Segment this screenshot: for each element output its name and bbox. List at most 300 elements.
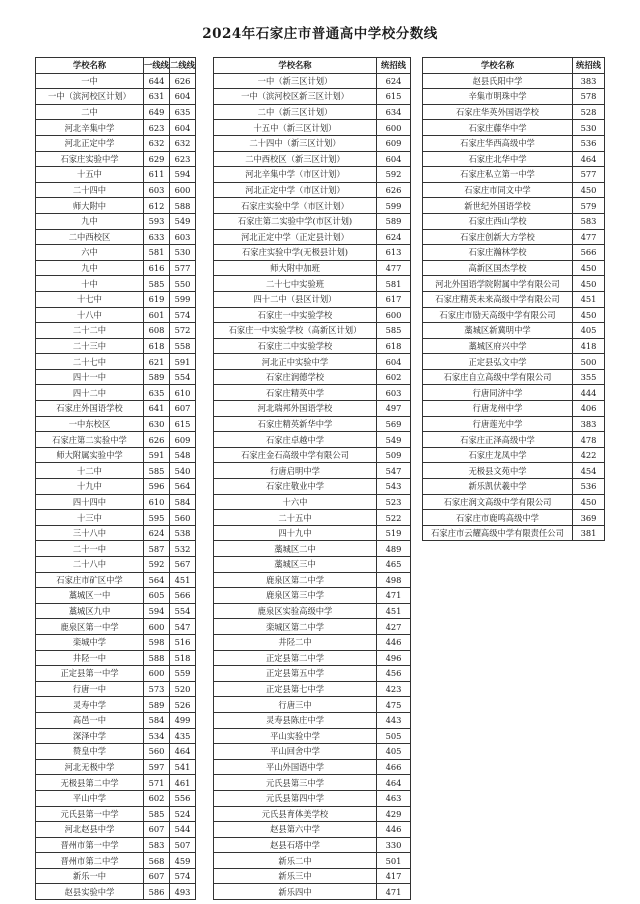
table-row — [423, 323, 605, 339]
table-row — [214, 884, 411, 900]
score-cell: 602 — [377, 369, 411, 385]
table-header-row — [423, 58, 605, 74]
school-name-cell: 二中（新三区计划） — [214, 104, 377, 120]
table-row — [214, 354, 411, 370]
school-name-cell: 河北瑞邦外国语学校 — [214, 401, 377, 417]
score-cell: 536 — [573, 479, 605, 495]
score-cell: 591 — [144, 447, 170, 463]
school-name-cell: 十五中（新三区计划） — [214, 120, 377, 136]
table-row — [36, 868, 196, 884]
table-row — [214, 697, 411, 713]
score-cell: 600 — [144, 666, 170, 682]
table-row — [214, 120, 411, 136]
table-row — [214, 806, 411, 822]
score-cell: 489 — [377, 541, 411, 557]
score-cell: 534 — [144, 728, 170, 744]
score-cell: 454 — [573, 463, 605, 479]
school-name-cell: 河北辛集中学 — [36, 120, 144, 136]
table-row — [423, 135, 605, 151]
score-cell: 635 — [144, 385, 170, 401]
school-name-cell: 平山中学 — [36, 790, 144, 806]
school-name-cell: 四十一中 — [36, 369, 144, 385]
score-cell: 626 — [144, 432, 170, 448]
table-row — [214, 728, 411, 744]
score-cell: 593 — [144, 213, 170, 229]
school-name-cell: 平山外国语中学 — [214, 759, 377, 775]
score-cell: 532 — [170, 541, 196, 557]
school-name-cell: 师大附中加班 — [214, 260, 377, 276]
score-cell: 587 — [144, 541, 170, 557]
school-name-cell: 行唐一中 — [36, 681, 144, 697]
score-cell: 626 — [170, 73, 196, 89]
school-name-cell: 河北正定中学 — [36, 135, 144, 151]
score-cell: 589 — [144, 697, 170, 713]
table-row — [423, 276, 605, 292]
school-name-cell: 十七中 — [36, 291, 144, 307]
table-row — [214, 385, 411, 401]
score-cell: 623 — [144, 120, 170, 136]
score-cell: 446 — [377, 822, 411, 838]
score-cell: 624 — [377, 229, 411, 245]
school-name-cell: 深泽中学 — [36, 728, 144, 744]
school-name-cell: 十六中 — [214, 494, 377, 510]
score-cell: 641 — [144, 401, 170, 417]
table-row — [423, 120, 605, 136]
school-name-cell: 行唐三中 — [214, 697, 377, 713]
school-name-cell: 行唐启明中学 — [214, 463, 377, 479]
school-name-cell: 正定县第二中学 — [214, 650, 377, 666]
school-name-cell: 石家庄瀚林学校 — [423, 245, 573, 261]
school-name-cell: 辛集市明珠中学 — [423, 89, 573, 105]
table-row — [423, 151, 605, 167]
school-name-cell: 灵寿县陈庄中学 — [214, 712, 377, 728]
table-row — [214, 260, 411, 276]
table-row — [36, 447, 196, 463]
score-cell: 599 — [170, 291, 196, 307]
score-cell: 509 — [377, 447, 411, 463]
score-cell: 451 — [170, 572, 196, 588]
score-cell: 600 — [377, 120, 411, 136]
score-cell: 618 — [377, 338, 411, 354]
school-name-cell: 二十三中 — [36, 338, 144, 354]
school-name-cell: 河北正中实验中学 — [214, 354, 377, 370]
school-name-cell: 石家庄藤华中学 — [423, 120, 573, 136]
score-cell: 523 — [377, 494, 411, 510]
school-name-cell: 石家庄一中实验学校 — [214, 307, 377, 323]
score-cell: 567 — [170, 557, 196, 573]
score-cell: 592 — [144, 557, 170, 573]
score-cell: 499 — [170, 712, 196, 728]
score-cell: 624 — [377, 73, 411, 89]
table-row — [214, 479, 411, 495]
score-cell: 450 — [573, 260, 605, 276]
school-name-cell: 三十八中 — [36, 525, 144, 541]
score-cell: 456 — [377, 666, 411, 682]
score-cell: 530 — [170, 245, 196, 261]
school-name-cell: 赞皇中学 — [36, 744, 144, 760]
table-row — [214, 666, 411, 682]
table-row — [423, 167, 605, 183]
school-name-cell: 六中 — [36, 245, 144, 261]
table-row — [36, 806, 196, 822]
score-cell: 541 — [170, 759, 196, 775]
table-header-row — [214, 58, 411, 74]
school-name-cell: 一中（滨河校区计划） — [36, 89, 144, 105]
table-row — [214, 837, 411, 853]
score-cell: 435 — [170, 728, 196, 744]
school-name-cell: 赵县第六中学 — [214, 822, 377, 838]
score-cell: 560 — [170, 510, 196, 526]
score-cell: 611 — [144, 167, 170, 183]
score-cell: 615 — [170, 416, 196, 432]
table-row — [423, 447, 605, 463]
school-name-cell: 石家庄私立第一中学 — [423, 167, 573, 183]
table-row — [214, 681, 411, 697]
table-row — [423, 245, 605, 261]
score-cell: 610 — [144, 494, 170, 510]
school-name-cell: 赵县石塔中学 — [214, 837, 377, 853]
table-row — [423, 354, 605, 370]
table-row — [214, 572, 411, 588]
school-name-cell: 石家庄创新大方学校 — [423, 229, 573, 245]
score-cell: 589 — [144, 369, 170, 385]
score-cell: 547 — [377, 463, 411, 479]
table-row — [36, 104, 196, 120]
score-cell: 516 — [170, 634, 196, 650]
score-cell: 617 — [377, 291, 411, 307]
table-row — [214, 416, 411, 432]
score-cell: 478 — [573, 432, 605, 448]
score-cell: 530 — [573, 120, 605, 136]
school-name-cell: 石家庄实验中学(无极县计划) — [214, 245, 377, 261]
table-row — [214, 759, 411, 775]
score-cell: 405 — [573, 323, 605, 339]
school-name-cell: 藁城区九中 — [36, 603, 144, 619]
school-name-cell: 石家庄华西高级中学 — [423, 135, 573, 151]
score-cell: 496 — [377, 650, 411, 666]
score-cell: 566 — [170, 588, 196, 604]
table-row — [36, 89, 196, 105]
table-row — [36, 681, 196, 697]
school-name-cell: 九中 — [36, 260, 144, 276]
score-cell: 451 — [573, 291, 605, 307]
school-name-cell: 一中 — [36, 73, 144, 89]
table-row — [214, 541, 411, 557]
school-name-cell: 一中（滨河校区新三区计划） — [214, 89, 377, 105]
school-name-cell: 石家庄实验中学 — [36, 151, 144, 167]
score-cell: 564 — [144, 572, 170, 588]
score-cell: 429 — [377, 806, 411, 822]
table-row — [214, 775, 411, 791]
score-cell: 507 — [170, 837, 196, 853]
table-row — [214, 868, 411, 884]
table-row — [214, 135, 411, 151]
school-name-cell: 新乐一中 — [36, 868, 144, 884]
score-cell: 603 — [144, 182, 170, 198]
table-row — [423, 385, 605, 401]
school-name-cell: 十八中 — [36, 307, 144, 323]
score-cell: 585 — [144, 463, 170, 479]
school-name-cell: 元氏县第一中学 — [36, 806, 144, 822]
score-cell: 584 — [170, 494, 196, 510]
school-name-cell: 四十九中 — [214, 525, 377, 541]
score-cell: 598 — [144, 634, 170, 650]
table-row — [36, 494, 196, 510]
school-name-cell: 河北无极中学 — [36, 759, 144, 775]
school-name-cell: 元氏县育体美学校 — [214, 806, 377, 822]
score-cell: 418 — [573, 338, 605, 354]
table-row — [214, 291, 411, 307]
school-name-cell: 石家庄市云耀高级中学有限责任公司 — [423, 525, 573, 541]
table-row — [214, 447, 411, 463]
page-title: 2024年石家庄市普通高中学校分数线 — [202, 26, 438, 42]
table-row — [214, 198, 411, 214]
school-name-cell: 四十二中 — [36, 385, 144, 401]
table-row — [214, 73, 411, 89]
table-row — [214, 463, 411, 479]
score-cell: 623 — [170, 151, 196, 167]
table-row — [36, 167, 196, 183]
score-cell: 466 — [377, 759, 411, 775]
score-cell: 624 — [144, 525, 170, 541]
school-name-cell: 高新区国杰学校 — [423, 260, 573, 276]
table-row — [423, 432, 605, 448]
school-name-cell: 石家庄市鹿鸣高级中学 — [423, 510, 573, 526]
table-row — [36, 198, 196, 214]
score-cell: 423 — [377, 681, 411, 697]
table-row — [214, 853, 411, 869]
score-cell: 451 — [377, 603, 411, 619]
score-cell: 594 — [170, 167, 196, 183]
score-cell: 383 — [573, 73, 605, 89]
school-name-cell: 石家庄第二实验中学 — [36, 432, 144, 448]
table-row — [423, 369, 605, 385]
table-row — [214, 369, 411, 385]
table-row — [214, 588, 411, 604]
score-cell: 405 — [377, 744, 411, 760]
score-cell: 500 — [573, 354, 605, 370]
score-cell: 547 — [170, 619, 196, 635]
table-row — [214, 323, 411, 339]
school-name-cell: 一中东校区 — [36, 416, 144, 432]
table-row — [214, 338, 411, 354]
score-cell: 383 — [573, 416, 605, 432]
school-name-cell: 二中西校区（新三区计划） — [214, 151, 377, 167]
score-cell: 584 — [144, 712, 170, 728]
school-name-cell: 石家庄市矿区中学 — [36, 572, 144, 588]
score-cell: 629 — [144, 151, 170, 167]
table-row — [36, 291, 196, 307]
table-row — [214, 650, 411, 666]
table-row — [36, 307, 196, 323]
table-row — [36, 432, 196, 448]
column-header: 一线线 — [144, 58, 170, 74]
table-row — [214, 276, 411, 292]
school-name-cell: 石家庄二中实验学校 — [214, 338, 377, 354]
score-cell: 459 — [170, 853, 196, 869]
school-name-cell: 赵县氏阳中学 — [423, 73, 573, 89]
school-name-cell: 石家庄自立高级中学有限公司 — [423, 369, 573, 385]
score-cell: 649 — [144, 104, 170, 120]
school-name-cell: 平山回舍中学 — [214, 744, 377, 760]
table-row — [36, 634, 196, 650]
table-header-row — [36, 58, 196, 74]
score-cell: 600 — [144, 619, 170, 635]
school-name-cell: 井陉一中 — [36, 650, 144, 666]
table-row — [423, 198, 605, 214]
column-header: 学校名称 — [36, 58, 144, 74]
score-cell: 635 — [170, 104, 196, 120]
school-name-cell: 行唐龙州中学 — [423, 401, 573, 417]
table-row — [36, 619, 196, 635]
score-cell: 633 — [144, 229, 170, 245]
score-cell: 471 — [377, 588, 411, 604]
score-cell: 369 — [573, 510, 605, 526]
table-row — [423, 479, 605, 495]
score-cell: 471 — [377, 884, 411, 900]
table-row — [214, 307, 411, 323]
score-cell: 600 — [377, 307, 411, 323]
score-cell: 475 — [377, 697, 411, 713]
school-name-cell: 一中（新三区计划） — [214, 73, 377, 89]
table-row — [36, 323, 196, 339]
score-cell: 464 — [170, 744, 196, 760]
school-name-cell: 石家庄润文高级中学有限公司 — [423, 494, 573, 510]
score-cell: 585 — [144, 276, 170, 292]
table-row — [214, 213, 411, 229]
school-name-cell: 师大附属实验中学 — [36, 447, 144, 463]
table-row — [423, 338, 605, 354]
score-cell: 497 — [377, 401, 411, 417]
score-cell: 586 — [144, 884, 170, 900]
school-name-cell: 河北正定中学（正定县计划） — [214, 229, 377, 245]
school-name-cell: 藁城区二中 — [214, 541, 377, 557]
score-cell: 608 — [144, 323, 170, 339]
table-row — [36, 416, 196, 432]
score-cell: 444 — [573, 385, 605, 401]
table-row — [36, 401, 196, 417]
score-cell: 607 — [144, 822, 170, 838]
table-row — [214, 557, 411, 573]
school-name-cell: 石家庄润德学校 — [214, 369, 377, 385]
score-cell: 355 — [573, 369, 605, 385]
school-name-cell: 正定县第五中学 — [214, 666, 377, 682]
score-cell: 556 — [170, 790, 196, 806]
score-cell: 604 — [377, 354, 411, 370]
score-cell: 573 — [144, 681, 170, 697]
school-name-cell: 晋州市第一中学 — [36, 837, 144, 853]
table-row — [36, 151, 196, 167]
score-cell: 461 — [170, 775, 196, 791]
school-name-cell: 二十四中 — [36, 182, 144, 198]
school-name-cell: 新世纪外国语学校 — [423, 198, 573, 214]
school-name-cell: 行唐莲光中学 — [423, 416, 573, 432]
table-row — [36, 588, 196, 604]
table-row — [36, 557, 196, 573]
score-cell: 595 — [144, 510, 170, 526]
school-name-cell: 晋州市第二中学 — [36, 853, 144, 869]
score-cell: 505 — [377, 728, 411, 744]
score-cell: 583 — [144, 837, 170, 853]
score-cell: 588 — [144, 650, 170, 666]
table-row — [36, 338, 196, 354]
school-name-cell: 二十四中（新三区计划） — [214, 135, 377, 151]
school-name-cell: 石家庄精英新华中学 — [214, 416, 377, 432]
score-cell: 594 — [144, 603, 170, 619]
school-name-cell: 十九中 — [36, 479, 144, 495]
school-name-cell: 藁城区一中 — [36, 588, 144, 604]
school-name-cell: 十中 — [36, 276, 144, 292]
score-cell: 589 — [377, 213, 411, 229]
school-name-cell: 河北正定中学（市区计划） — [214, 182, 377, 198]
score-table-1 — [35, 57, 196, 900]
table-row — [423, 260, 605, 276]
school-name-cell: 栾城中学 — [36, 634, 144, 650]
score-cell: 574 — [170, 307, 196, 323]
score-cell: 607 — [144, 868, 170, 884]
score-cell: 613 — [377, 245, 411, 261]
score-cell: 450 — [573, 276, 605, 292]
school-name-cell: 石家庄金石高级中学有限公司 — [214, 447, 377, 463]
school-name-cell: 河北外国语学院附属中学有限公司 — [423, 276, 573, 292]
column-header: 二线线 — [170, 58, 196, 74]
table-row — [36, 541, 196, 557]
school-name-cell: 十三中 — [36, 510, 144, 526]
table-row — [214, 822, 411, 838]
score-cell: 612 — [144, 198, 170, 214]
table-row — [36, 603, 196, 619]
table-row — [36, 510, 196, 526]
school-name-cell: 新乐二中 — [214, 853, 377, 869]
table-row — [36, 354, 196, 370]
school-name-cell: 石家庄正泽高级中学 — [423, 432, 573, 448]
score-cell: 609 — [377, 135, 411, 151]
table-row — [423, 494, 605, 510]
score-cell: 406 — [573, 401, 605, 417]
table-row — [36, 479, 196, 495]
score-cell: 544 — [170, 822, 196, 838]
score-cell: 596 — [144, 479, 170, 495]
score-cell: 621 — [144, 354, 170, 370]
column-header: 统招线 — [377, 58, 411, 74]
score-cell: 583 — [573, 213, 605, 229]
score-cell: 554 — [170, 369, 196, 385]
school-name-cell: 无极县第二中学 — [36, 775, 144, 791]
table-row — [423, 229, 605, 245]
score-cell: 585 — [377, 323, 411, 339]
table-row — [36, 463, 196, 479]
school-name-cell: 河北辛集中学（市区计划） — [214, 167, 377, 183]
table-row — [36, 369, 196, 385]
table-row — [423, 401, 605, 417]
school-name-cell: 新乐凯伏羲中学 — [423, 479, 573, 495]
score-cell: 540 — [170, 463, 196, 479]
score-cell: 549 — [377, 432, 411, 448]
school-name-cell: 十二中 — [36, 463, 144, 479]
score-cell: 422 — [573, 447, 605, 463]
school-name-cell: 藁城区三中 — [214, 557, 377, 573]
table-row — [423, 182, 605, 198]
school-name-cell: 石家庄精英未来高级中学有限公司 — [423, 291, 573, 307]
score-cell: 522 — [377, 510, 411, 526]
table-row — [214, 104, 411, 120]
score-cell: 524 — [170, 806, 196, 822]
school-name-cell: 鹿泉区第二中学 — [214, 572, 377, 588]
table-row — [423, 525, 605, 541]
score-cell: 569 — [377, 416, 411, 432]
table-row — [214, 432, 411, 448]
table-row — [36, 697, 196, 713]
